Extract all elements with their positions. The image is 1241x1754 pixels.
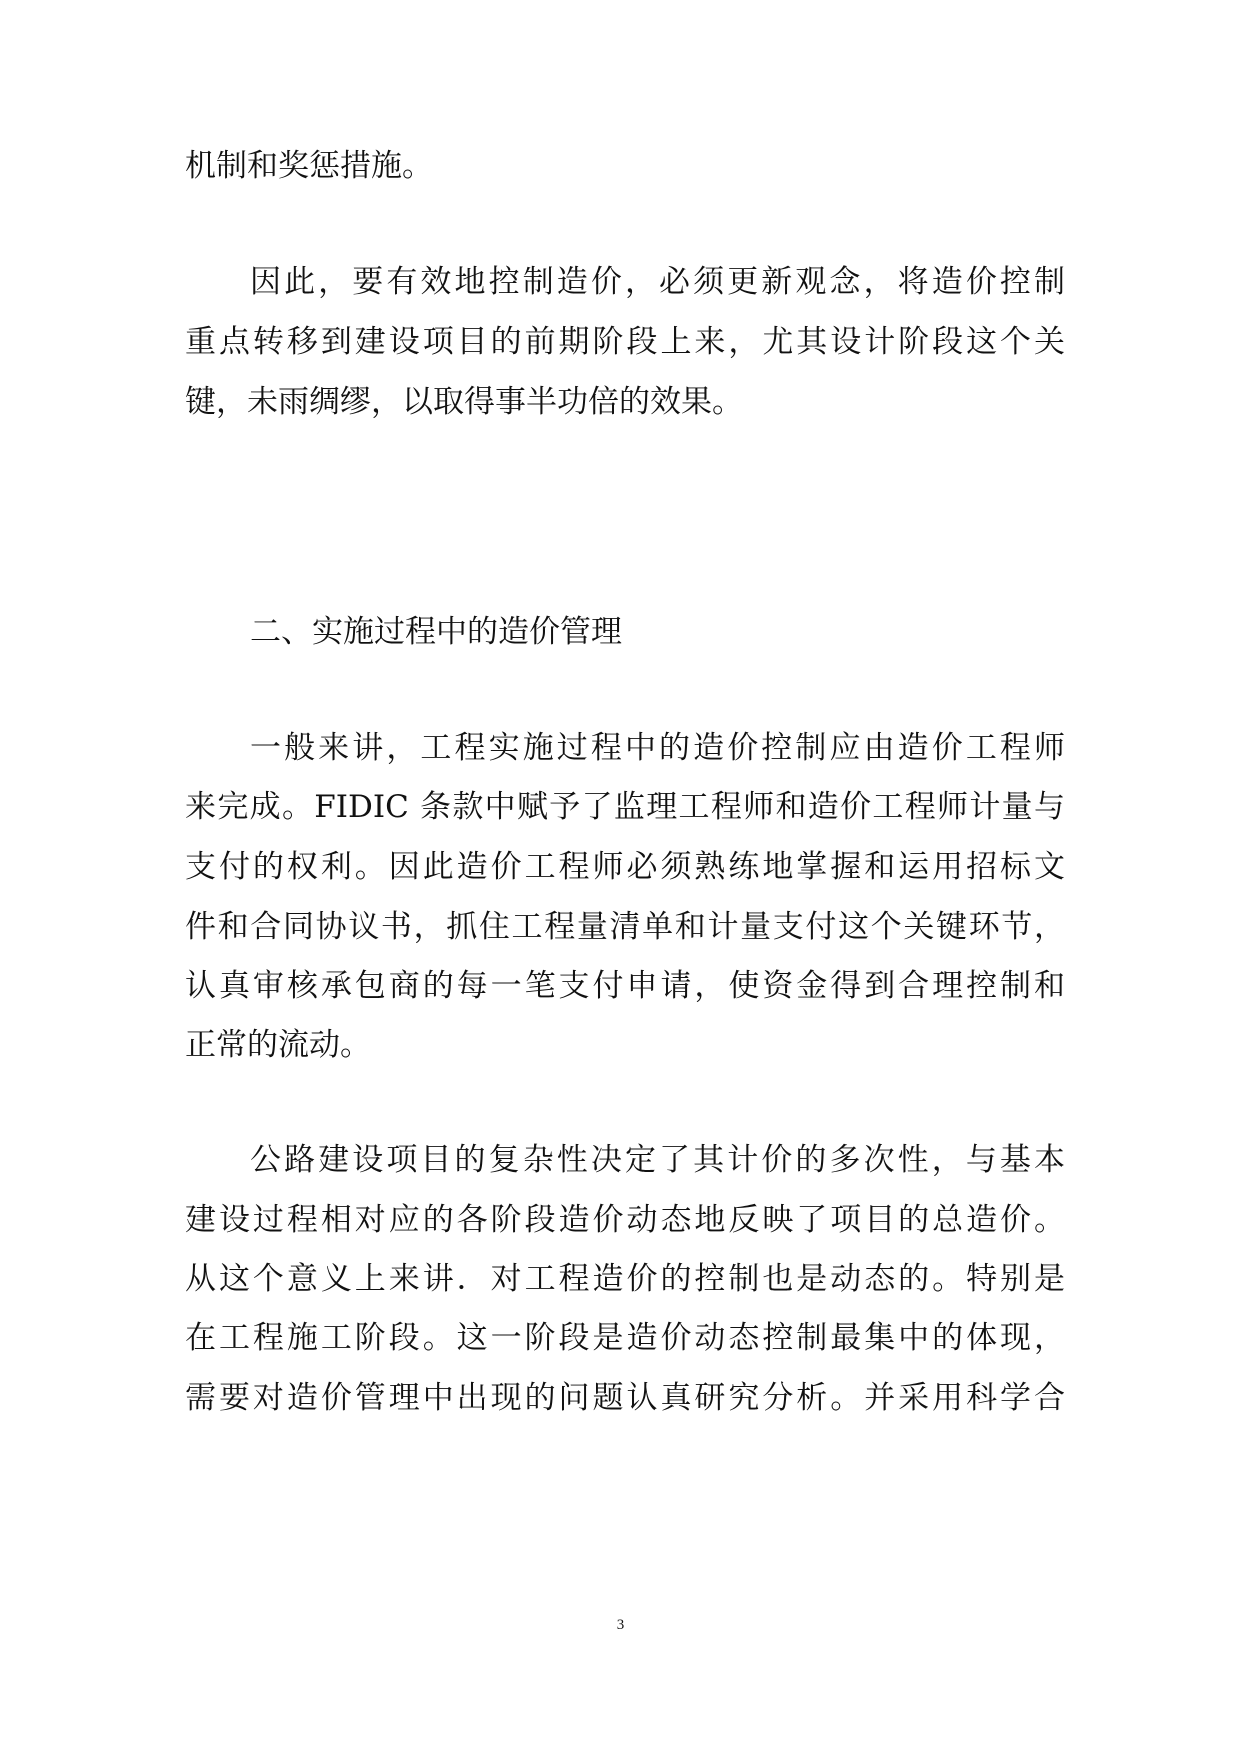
paragraph-line: 键，未雨绸缪，以取得事半功倍的效果。 [185,384,743,420]
paragraph-line: 从这个意义上来讲．对工程造价的控制也是动态的。特别是 [185,1261,1065,1297]
page-number: 3 [616,1617,625,1633]
paragraph-line: 一般来讲，工程实施过程中的造价控制应由造价工程师 [250,730,1065,766]
paragraph-line: 因此，要有效地控制造价，必须更新观念，将造价控制 [250,264,1065,300]
paragraph-line: 公路建设项目的复杂性决定了其计价的多次性，与基本 [250,1142,1065,1178]
paragraph-line: 在工程施工阶段。这一阶段是造价动态控制最集中的体现， [185,1320,1065,1356]
paragraph-line: 来完成。FIDIC 条款中赋予了监理工程师和造价工程师计量与 [185,789,1065,825]
section-heading: 二、实施过程中的造价管理 [250,614,622,650]
paragraph-line: 建设过程相对应的各阶段造价动态地反映了项目的总造价。 [185,1202,1065,1238]
paragraph-line: 需要对造价管理中出现的问题认真研究分析。并采用科学合 [185,1380,1065,1416]
paragraph-line: 件和合同协议书，抓住工程量清单和计量支付这个关键环节， [185,909,1065,945]
paragraph-line: 正常的流动。 [185,1027,371,1063]
paragraph-line: 机制和奖惩措施。 [185,148,433,184]
paragraph-line: 支付的权利。因此造价工程师必须熟练地掌握和运用招标文 [185,849,1065,885]
paragraph-line: 认真审核承包商的每一笔支付申请，使资金得到合理控制和 [185,968,1065,1004]
paragraph-line: 重点转移到建设项目的前期阶段上来，尤其设计阶段这个关 [185,324,1065,360]
